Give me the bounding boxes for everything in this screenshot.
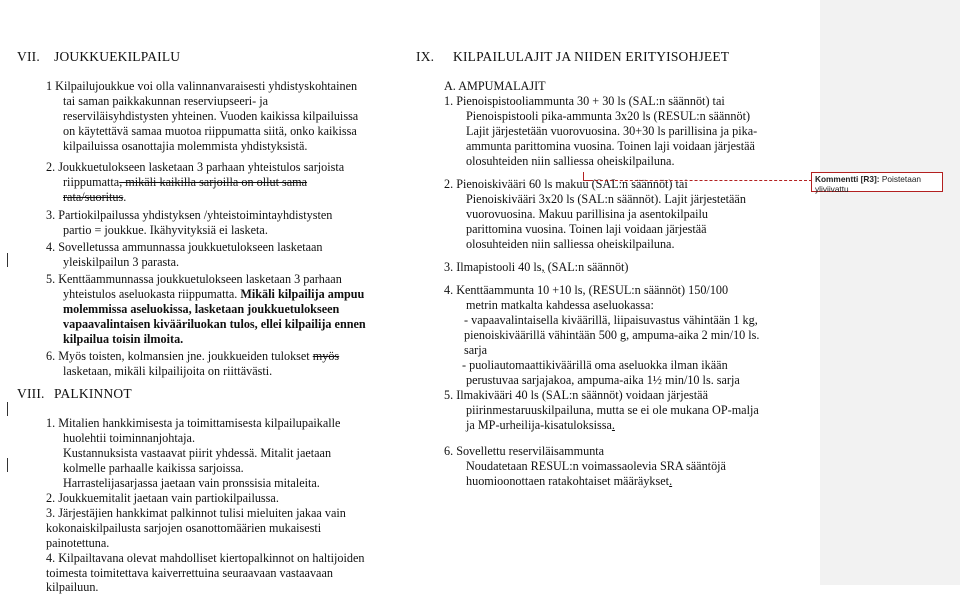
vii-item-5-plain: yhteistulos aseluokasta riippumatta. (63, 287, 241, 301)
vii-item-5-line-5: kilpailua toisin ilmoita. (63, 332, 184, 346)
ix-item-6-text: huomioonottaen ratakohtaiset määräykset (466, 474, 670, 488)
ix-subheading-a: A. AMPUMALAJIT (444, 79, 546, 93)
viii-item-1-line-2: huolehtii toiminnanjohtaja. (63, 431, 196, 445)
vii-item-6-text: 6. Myös toisten, kolmansien jne. joukkueiden tulokset (46, 349, 313, 363)
vii-item-4-line-1: 4. Sovelletussa ammunnassa joukkuetulokseen lasketaan (46, 240, 323, 254)
comment-margin-pane (820, 0, 960, 585)
ix-item-6-line-1: 6. Sovellettu reserviläisammunta (444, 444, 605, 458)
ix-item-2-line-4: parittomina vuosina. Toinen laji voidaan järjestää (466, 222, 707, 236)
vii-item-2-line-2 (63, 175, 307, 190)
viii-item-3-line-3: painotettuna. (46, 536, 110, 550)
ix-item-5-inserted-period: . (611, 418, 615, 432)
vii-item-6-deleted: myös (312, 349, 340, 363)
ix-item-5-line-2: piirinmestaruuskilpailuna, mutta se ei ole mukana OP-malja (466, 403, 759, 417)
ix-item-4-line-1: 4. Kenttäammunta 10 +10 ls, (RESUL:n säännöt) 150/100 (444, 283, 729, 297)
section-viii-title: PALKINNOT (54, 386, 132, 401)
comment-connector (590, 180, 812, 181)
vii-item-6-line-2: lasketaan, mikäli kilpailijoita on riittävästi. (63, 364, 273, 378)
ix-item-5-line-1: 5. Ilmakivääri 40 ls (SAL:n säännöt) voidaan järjestää (444, 388, 708, 402)
viii-item-4-line-3: kilpailuun. (46, 580, 99, 594)
ix-item-5-line-3 (466, 418, 615, 433)
viii-item-4-line-2: toimesta toimitettava kaiverrettuina seuraavaan vastaavaan (46, 566, 333, 580)
section-viii-number: VIII. (17, 386, 45, 401)
vii-item-5-bold: Mikäli kilpailija ampuu (240, 287, 365, 301)
change-bar (7, 402, 8, 416)
comment-text: Poistetaan yliviivattu (815, 174, 922, 194)
vii-item-5-line-4: vapaavalintaisen kivääriluokan tulos, ellei kilpailija ennen (63, 317, 366, 331)
section-vii-number: VII. (17, 49, 40, 64)
vii-item-4-line-2: yleiskilpailun 3 parasta. (63, 255, 180, 269)
vii-item-6-line-1 (46, 349, 339, 364)
vii-item-1-line-3: reserviläisyhdistysten yhteinen. Vuoden kaikissa kilpailuissa (63, 109, 359, 123)
section-vii-title: JOUKKUEKILPAILU (54, 49, 181, 64)
comment-balloon[interactable] (811, 172, 943, 192)
vii-item-1-line-4: on käytettävä samaa muotoa riippumatta siitä, onko kaikissa (63, 124, 357, 138)
viii-item-2: 2. Joukkuemitalit jaetaan vain partiokilpailussa. (46, 491, 279, 505)
change-bar (7, 253, 8, 267)
ix-item-2-line-1: 2. Pienoiskivääri 60 ls makuu (SAL:n säännöt) tai (444, 177, 688, 191)
ix-item-4-line-2: metrin matkalta kahdessa aseluokassa: (466, 298, 654, 312)
ix-item-4-line-4: pienoiskiväärillä vähintään 500 g, ampuma-aika 2 min/10 ls. (464, 328, 760, 342)
vii-item-2-deleted-track: rata/suoritus (63, 190, 124, 204)
viii-item-3-line-1: 3. Järjestäjien hankkimat palkinnot tulisi mieluiten jakaa vain (46, 506, 346, 520)
viii-item-1-line-4: kolmelle parhaalle kaikissa sarjoissa. (63, 461, 244, 475)
viii-item-3-line-2: kokonaiskilpailusta sarjojen osanottomäärien mukaisesti (46, 521, 322, 535)
ix-item-6-line-2: Noudatetaan RESUL:n voimassaolevia SRA sääntöjä (466, 459, 726, 473)
ix-item-6-line-3 (466, 474, 672, 489)
ix-item-1-line-3: Lajit järjestetään vuorovuosina. 30+30 ls parillisina ja pika- (466, 124, 758, 138)
viii-item-1-line-5: Harrastelijasarjassa jaetaan vain pronssisia mitaleita. (63, 476, 320, 490)
vii-item-1-line-1: 1 Kilpailujoukkue voi olla valinnanvaraisesti yhdistyskohtainen (46, 79, 358, 93)
vii-item-3-line-1: 3. Partiokilpailussa yhdistyksen /yhteistoimintayhdistysten (46, 208, 333, 222)
vii-item-2-line-3 (63, 190, 126, 205)
viii-item-1-line-1: 1. Mitalien hankkimisesta ja toimittamisesta kilpailupaikalle (46, 416, 341, 430)
ix-item-4-line-3: - vapaavalintaisella kiväärillä, liipaisuvastus vähintään 1 kg, (464, 313, 758, 327)
ix-item-1-line-1: 1. Pienoispistooliammunta 30 + 30 ls (SAL:n säännöt) tai (444, 94, 725, 108)
ix-item-4-line-5: sarja (464, 343, 488, 357)
vii-item-5-line-3: molemmissa aseluokissa, lasketaan joukkuetulokseen (63, 302, 340, 316)
vii-item-3-line-2: partio = joukkue. Ikähyvityksiä ei lasketa. (63, 223, 268, 237)
section-ix-number: IX. (416, 49, 435, 64)
ix-item-2-line-5: olosuhteiden niin salliessa oheiskilpailuna. (466, 237, 675, 251)
vii-item-5-line-2 (63, 287, 364, 302)
vii-item-2-kept-text: riippumatta (63, 175, 120, 189)
vii-item-2-period: . (123, 190, 127, 204)
viii-item-1-line-3: Kustannuksista vastaavat piirit yhdessä. Mitalit jaetaan (63, 446, 332, 460)
ix-item-3-inserted-comma: , (541, 260, 545, 274)
ix-item-4-line-7: perustuvaa sarjajakoa, ampuma-aika 1½ min/10 ls. sarja (466, 373, 740, 387)
ix-item-3 (444, 260, 629, 275)
ix-item-2-line-2: Pienoiskivääri 3x20 ls (SAL:n säännöt). Lajit järjestetään (466, 192, 746, 206)
change-bar (7, 458, 8, 472)
ix-item-1-line-5: olosuhteiden niin salliessa oheiskilpailuna. (466, 154, 675, 168)
comment-author: Kommentti [R3]: (815, 174, 880, 184)
ix-item-3-text: 3. Ilmapistooli 40 ls (444, 260, 542, 274)
ix-item-2-line-3: vuorovuosina. Makuu parillisina ja asentokilpailu (466, 207, 709, 221)
vii-item-1-line-5: kilpailuissa osanottajia molemmista yhdistyksistä. (63, 139, 308, 153)
vii-item-5-line-1: 5. Kenttäammunnassa joukkuetulokseen lasketaan 3 parhaan (46, 272, 342, 286)
section-ix-title: KILPAILULAJIT JA NIIDEN ERITYISOHJEET (453, 49, 730, 64)
ix-item-5-text: ja MP-urheilija-kisatuloksissa (466, 418, 612, 432)
ix-item-3-rules: (SAL:n säännöt) (544, 260, 629, 274)
ix-item-4-line-6: - puoliautomaattikiväärillä oma aseluokka ilman ikään (462, 358, 728, 372)
ix-item-1-line-4: ammunta parittomina vuosina. Toinen laji voidaan järjestää (466, 139, 755, 153)
vii-item-1-line-2: tai saman paikkakunnan reserviupseeri- ja (63, 94, 269, 108)
ix-item-1-line-2: Pienoispistooli pika-ammunta 3x20 ls (RESUL:n säännöt) (466, 109, 751, 123)
ix-item-6-inserted-period: . (669, 474, 673, 488)
viii-item-4-line-1: 4. Kilpailtavana olevat mahdolliset kiertopalkinnot on haltijoiden (46, 551, 365, 565)
vii-item-2-deleted-text: , mikäli kaikilla sarjoilla on ollut sama (119, 175, 308, 189)
vii-item-2-line-1: 2. Joukkuetulokseen lasketaan 3 parhaan yhteistulos sarjoista (46, 160, 345, 174)
